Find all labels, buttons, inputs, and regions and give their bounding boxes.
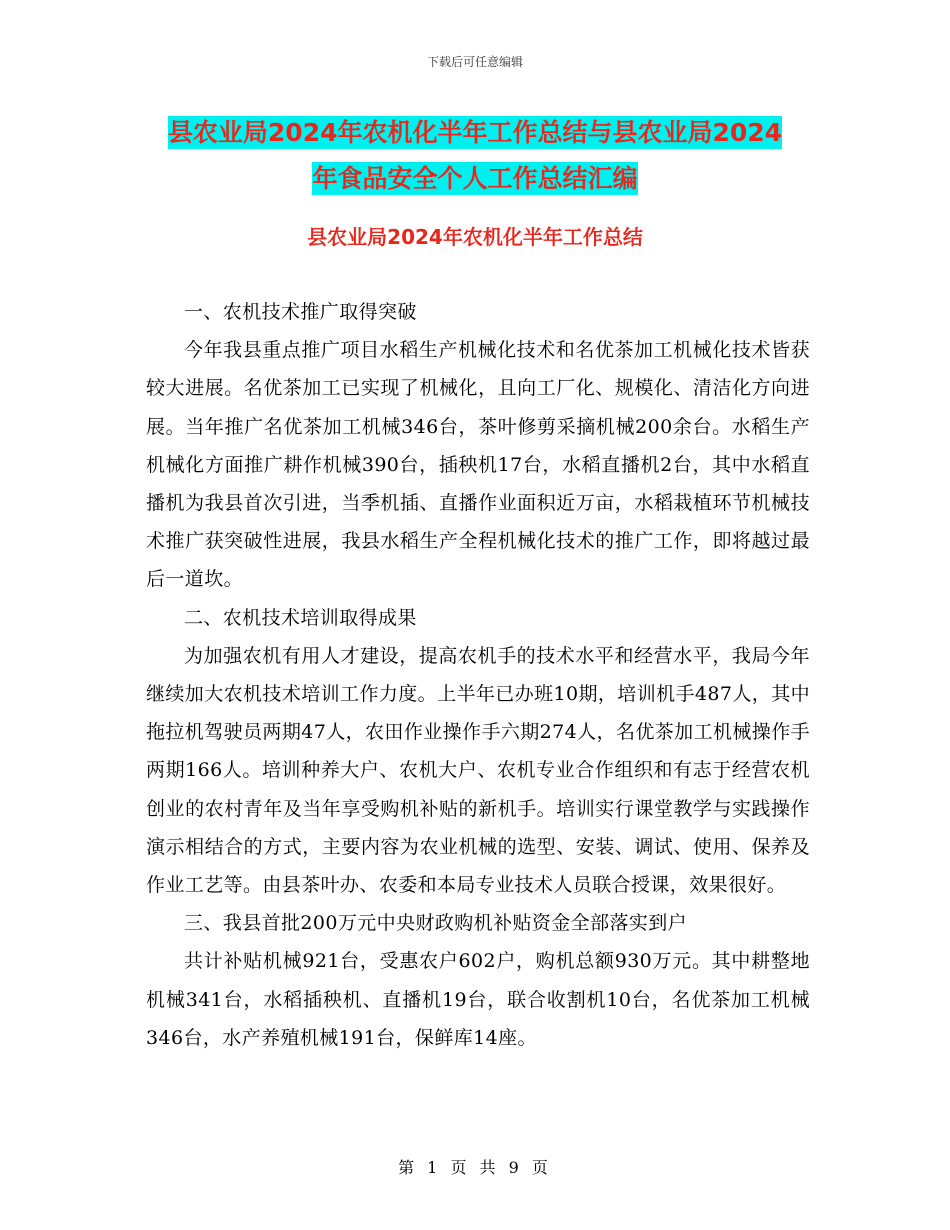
paragraph-1: 今年我县重点推广项目水稻生产机械化技术和名优茶加工机械化技术皆获较大进展。名优茶加工已实现了机械化，且向工厂化、规模化、清洁化方向进展。当年推广名优茶加工机械346台，茶叶修剪采摘机械200余台。水稻生产机械化方面推广耕作机械390台，插秧机17台，水稻直播机2台，其中水稻直播机为我县首次引进，当季机插、直播作业面积近万亩，水稻栽植环节机械技术推广获突破性进展，我县水稻生产全程机械化技术的推广工作，即将越过最后一道坎。 <box>146 339 810 591</box>
section-title: 县农业局2024年农机化半年工作总结 <box>307 225 643 249</box>
page-footer: 第 1 页 共 9 页 <box>398 1158 552 1177</box>
paragraph-2: 为加强农机有用人才建设，提高农机手的技术水平和经营水平，我局今年继续加大农机技术培训工作力度。上半年已办班10期，培训机手487人，其中拖拉机驾驶员两期47人，农田作业操作手六期274人，名优茶加工机械操作手两期166人。培训种养大户、农机大户、农机专业合作组织和有志于经营农机创业的农村青年及当年享受购机补贴的新机手。培训实行课堂教学与实践操作演示相结合的方式，主要内容为农业机械的选型、安装、调试、使用、保养及作业工艺等。由县茶叶办、农委和本局专业技术人员联合授课，效果很好。 <box>146 644 810 897</box>
document-title-line-1: 县农业局2024年农机化半年工作总结与县农业局2024 <box>167 118 783 147</box>
paragraph-heading-2: 二、农机技术培训取得成果 <box>184 606 417 629</box>
document-title-line-2: 年食品安全个人工作总结汇编 <box>312 164 638 193</box>
paragraph-3: 共计补贴机械921台，受惠农户602户，购机总额930万元。其中耕整地机械341台，水稻插秧机、直播机19台，联合收割机10台，名优茶加工机械346台，水产养殖机械191台，保鲜库14座。 <box>146 950 810 1049</box>
document-body <box>146 293 810 1057</box>
paragraph-heading-1: 一、农机技术推广取得突破 <box>184 301 417 323</box>
document-title <box>140 110 810 202</box>
header-note: 下载后可任意编辑 <box>426 55 523 69</box>
paragraph-heading-3: 三、我县首批200万元中央财政购机补贴资金全部落实到户 <box>184 912 688 935</box>
